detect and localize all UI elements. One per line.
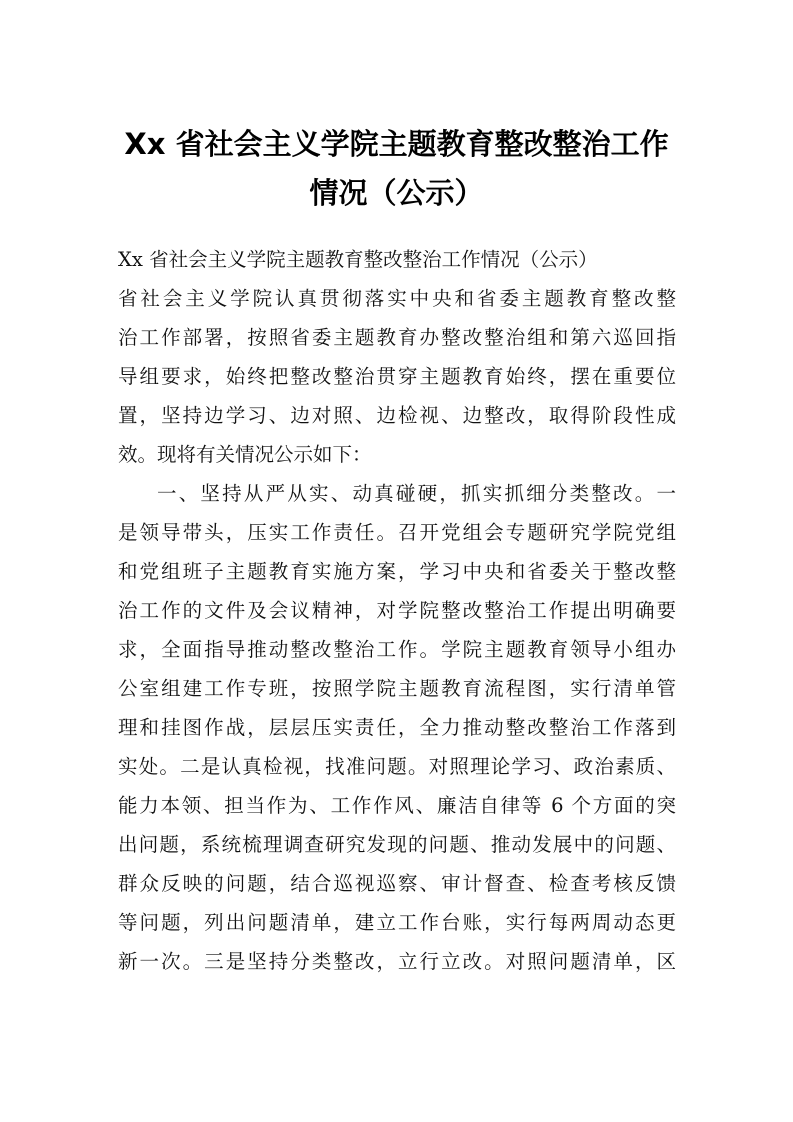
body-line: 出问题，系统梳理调查研究发现的问题、推动发展中的问题、 (118, 833, 676, 856)
document-title-line-1: Xx 省社会主义学院主题教育整改整治工作 (124, 127, 669, 161)
body-line: 置，坚持边学习、边对照、边检视、边整改，取得阶段性成 (118, 404, 676, 427)
body-line: 新一次。三是坚持分类整改，立行立改。对照问题清单，区 (118, 950, 676, 973)
body-line: 治工作的文件及会议精神，对学院整改整治工作提出明确要 (118, 599, 676, 622)
document-body (118, 240, 676, 981)
body-line: 效。现将有关情况公示如下： (118, 443, 372, 466)
body-line: Xx 省社会主义学院主题教育整改整治工作情况（公示） (118, 248, 598, 271)
body-line: 公室组建工作专班，按照学院主题教育流程图，实行清单管 (118, 677, 676, 700)
body-line: 求，全面指导推动整改整治工作。学院主题教育领导小组办 (118, 638, 676, 661)
body-line: 等问题，列出问题清单，建立工作台账，实行每两周动态更 (118, 911, 676, 934)
body-line: 治工作部署，按照省委主题教育办整改整治组和第六巡回指 (118, 326, 676, 349)
body-line: 理和挂图作战，层层压实责任，全力推动整改整治工作落到 (118, 716, 676, 739)
body-line: 能力本领、担当作为、工作作风、廉洁自律等 6 个方面的突 (118, 794, 676, 817)
body-line: 群众反映的问题，结合巡视巡察、审计督查、检查考核反馈 (118, 872, 676, 895)
body-line: 省社会主义学院认真贯彻落实中央和省委主题教育整改整 (118, 287, 676, 310)
body-line: 和党组班子主题教育实施方案，学习中央和省委关于整改整 (118, 560, 676, 583)
body-line: 导组要求，始终把整改整治贯穿主题教育始终，摆在重要位 (118, 365, 676, 388)
body-line: 一、坚持从严从实、动真碰硬，抓实抓细分类整改。一 (157, 482, 676, 505)
body-line: 是领导带头，压实工作责任。召开党组会专题研究学院党组 (118, 521, 676, 544)
body-line: 实处。二是认真检视，找准问题。对照理论学习、政治素质、 (118, 755, 676, 778)
document-title-line-2: 情况（公示） (309, 176, 484, 210)
